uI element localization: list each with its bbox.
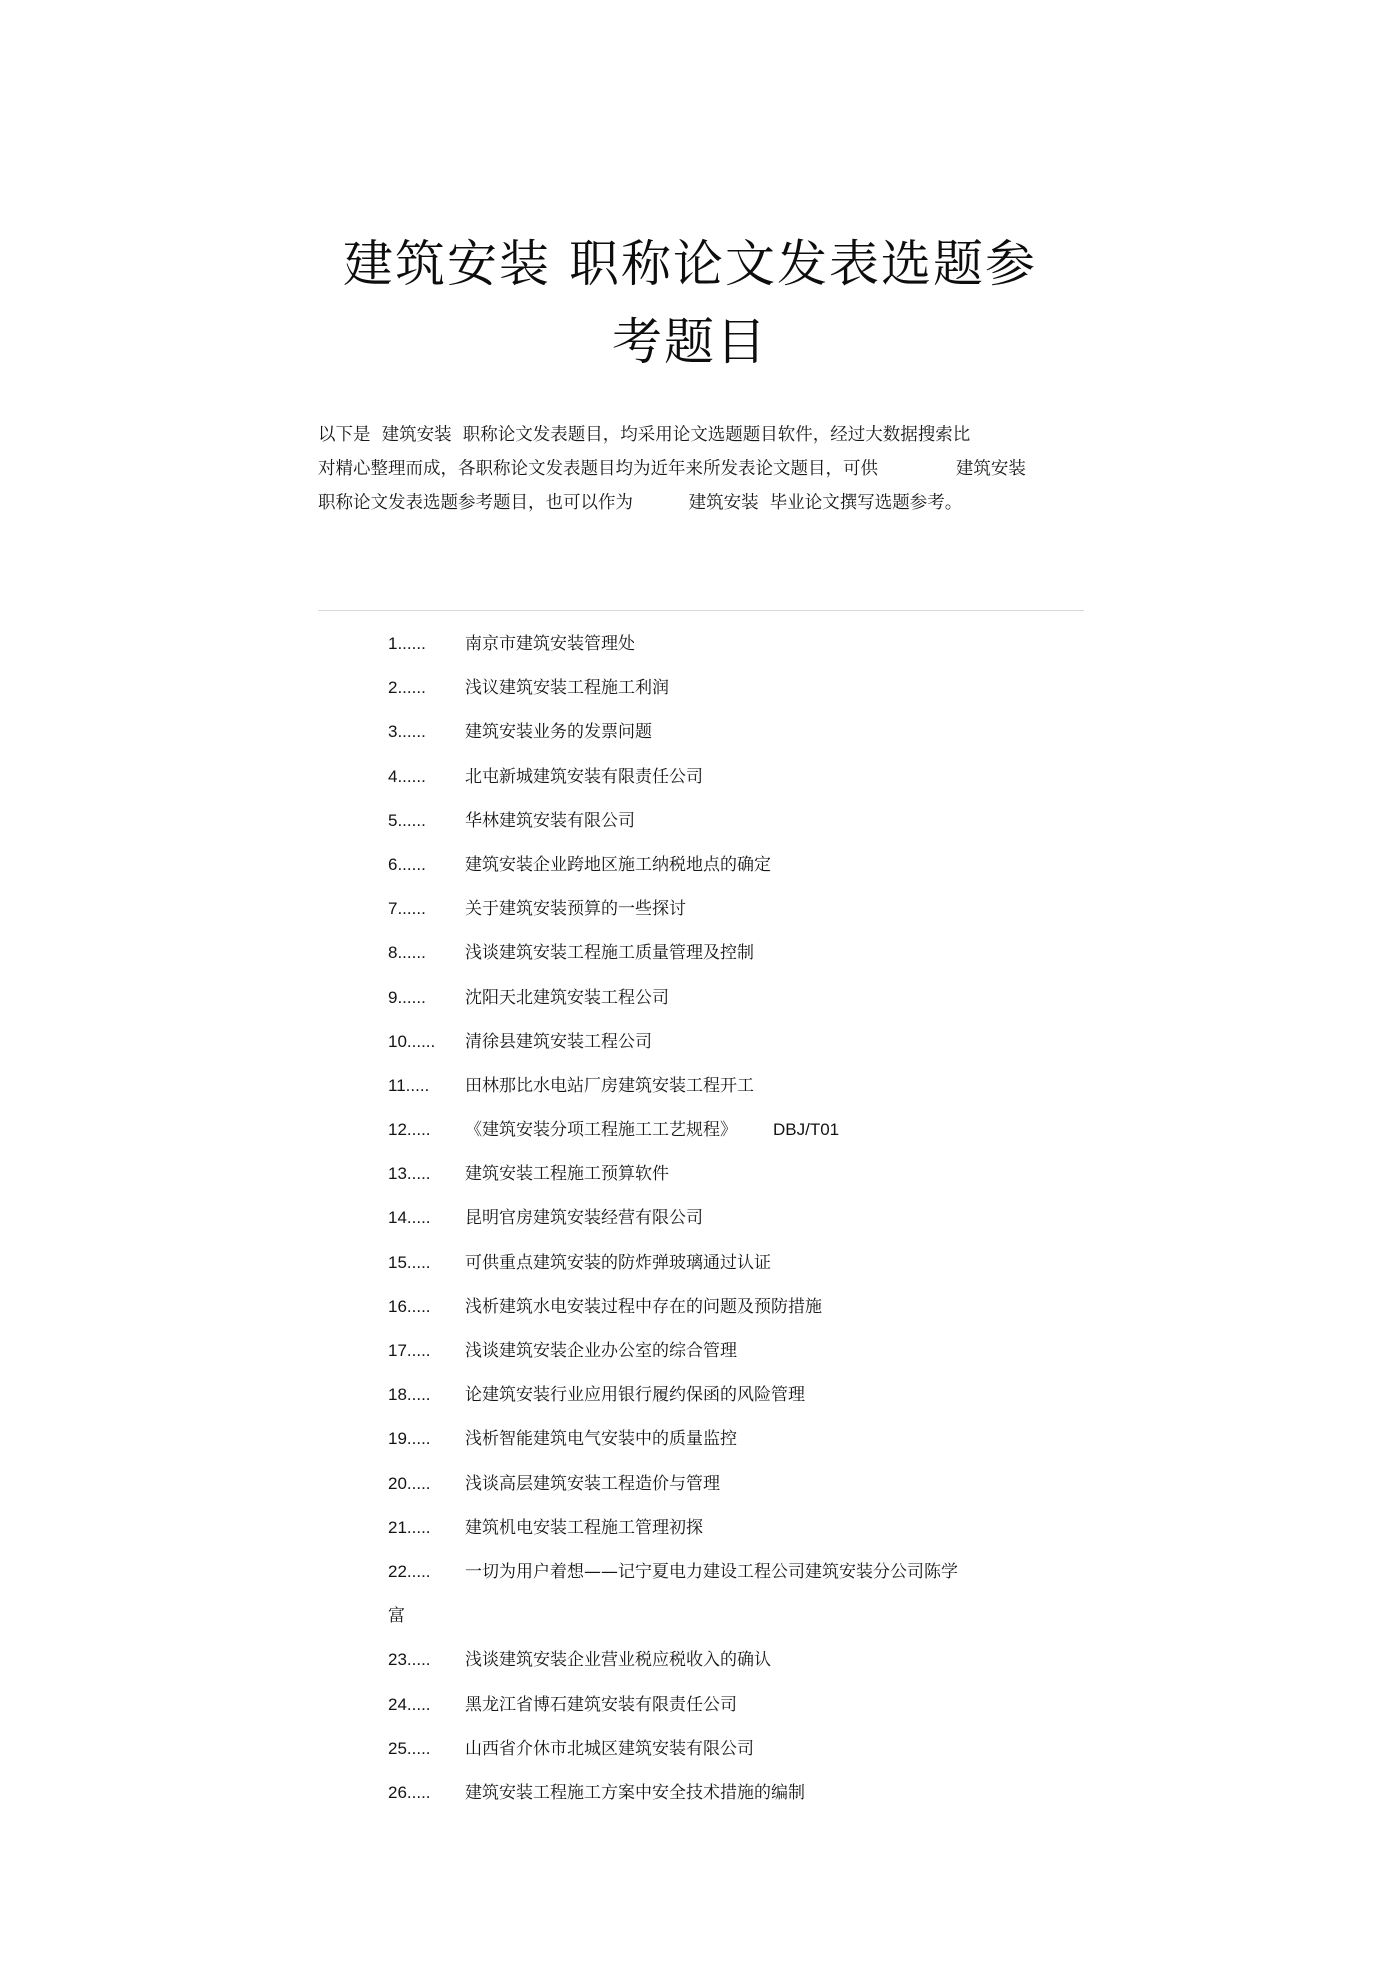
item-title: 论建筑安装行业应用银行履约保函的风险管理 — [465, 1385, 805, 1406]
list-item — [388, 1643, 1128, 1687]
list-item — [388, 1113, 1128, 1157]
item-title: 昆明官房建筑安装经营有限公司 — [465, 1208, 703, 1229]
intro-paragraph — [318, 418, 1088, 520]
item-number: 21..... — [388, 1517, 431, 1537]
item-number: 22..... — [388, 1561, 431, 1581]
list-item — [388, 1688, 1128, 1732]
list-item — [388, 1157, 1128, 1201]
item-title: 建筑机电安装工程施工管理初探 — [465, 1517, 703, 1538]
title-line-2: 考题目 — [612, 313, 768, 371]
item-title: 北屯新城建筑安装有限责任公司 — [465, 766, 703, 787]
item-number: 16..... — [388, 1296, 431, 1316]
item-title: 清徐县建筑安装工程公司 — [465, 1031, 652, 1052]
list-item — [388, 848, 1128, 892]
item-title: 沈阳天北建筑安装工程公司 — [465, 987, 669, 1008]
list-item — [388, 1378, 1128, 1422]
item-number: 18..... — [388, 1385, 431, 1405]
item-title: 可供重点建筑安装的防炸弹玻璃通过认证 — [465, 1252, 771, 1273]
intro-line: 对精心整理而成，各职称论文发表题目均为近年来所发表论文题目，可供 建筑安装 — [318, 459, 1026, 479]
list-item — [388, 627, 1128, 671]
item-number: 9...... — [388, 987, 426, 1007]
item-title: 建筑安装工程施工预算软件 — [465, 1164, 669, 1185]
item-number: 11..... — [388, 1075, 430, 1095]
intro-line: 职称论文发表选题参考题目，也可以作为 建筑安装 毕业论文撰写选题参考。 — [318, 493, 963, 513]
item-number: 2...... — [388, 678, 426, 698]
item-title: 浅析建筑水电安装过程中存在的问题及预防措施 — [465, 1296, 822, 1317]
item-number: 19..... — [388, 1429, 431, 1449]
item-number: 4...... — [388, 766, 426, 786]
item-title: 浅谈高层建筑安装工程造价与管理 — [465, 1473, 720, 1494]
list-item — [388, 715, 1128, 759]
item-title: 田林那比水电站厂房建筑安装工程开工 — [465, 1075, 754, 1096]
item-title: 浅谈建筑安装工程施工质量管理及控制 — [465, 943, 754, 964]
item-number: 24..... — [388, 1694, 431, 1714]
item-title — [465, 1113, 1128, 1157]
list-item — [388, 1025, 1128, 1069]
item-code: DBJ/T01 — [773, 1120, 840, 1140]
item-title: 浅谈建筑安装企业办公室的综合管理 — [465, 1341, 737, 1361]
item-number: 13..... — [388, 1164, 431, 1184]
list-item — [388, 892, 1128, 936]
list-item — [388, 1555, 1128, 1599]
item-title: 华林建筑安装有限公司 — [465, 810, 635, 831]
list-item — [388, 1467, 1128, 1511]
item-number: 5...... — [388, 810, 426, 830]
item-title: 浅谈建筑安装企业营业税应税收入的确认 — [465, 1650, 771, 1671]
item-title: 黑龙江省博石建筑安装有限责任公司 — [465, 1694, 737, 1715]
item-title-text: 《建筑安装分项工程施工工艺规程》 — [465, 1120, 737, 1141]
item-number: 17..... — [388, 1341, 431, 1360]
list-item — [388, 1732, 1128, 1776]
item-number: 6...... — [388, 854, 426, 874]
list-item — [388, 1599, 1128, 1643]
item-title: 建筑安装企业跨地区施工纳税地点的确定 — [465, 854, 771, 875]
list-item — [388, 981, 1128, 1025]
list-item — [388, 1334, 1128, 1378]
title-line-1: 建筑安装 职称论文发表选题参 — [343, 235, 1037, 293]
item-number: 15..... — [388, 1252, 431, 1272]
list-item — [388, 671, 1128, 715]
item-title: 浅议建筑安装工程施工利润 — [465, 678, 669, 699]
item-number: 20..... — [388, 1473, 431, 1493]
list-item — [388, 1201, 1128, 1245]
item-number: 8...... — [388, 943, 426, 963]
item-number: 14..... — [388, 1208, 431, 1228]
list-item — [388, 1422, 1128, 1466]
item-title: 富 — [388, 1606, 405, 1627]
item-title: 南京市建筑安装管理处 — [465, 634, 635, 654]
item-number: 26..... — [388, 1782, 431, 1802]
list-item — [388, 1511, 1128, 1555]
item-number: 3...... — [388, 722, 426, 742]
list-item — [388, 804, 1128, 848]
list-item — [388, 1069, 1128, 1113]
item-number: 7...... — [388, 899, 426, 919]
item-title: 建筑安装工程施工方案中安全技术措施的编制 — [465, 1782, 805, 1803]
intro-line: 以下是 建筑安装 职称论文发表题目，均采用论文选题题目软件，经过大数据搜索比 — [318, 425, 971, 445]
item-title: 一切为用户着想——记宁夏电力建设工程公司建筑安装分公司陈学 — [465, 1561, 958, 1582]
item-number: 12..... — [388, 1120, 431, 1140]
item-number: 23..... — [388, 1650, 431, 1670]
topic-list — [388, 627, 1128, 1820]
divider — [318, 610, 1084, 611]
item-number: 25..... — [388, 1738, 431, 1758]
item-number: 1...... — [388, 634, 426, 653]
list-item — [388, 936, 1128, 980]
list-item — [388, 1776, 1128, 1820]
item-title: 建筑安装业务的发票问题 — [465, 722, 652, 743]
item-title: 浅析智能建筑电气安装中的质量监控 — [465, 1429, 737, 1450]
list-item — [388, 760, 1128, 804]
item-title: 关于建筑安装预算的一些探讨 — [465, 899, 686, 920]
list-item — [388, 1246, 1128, 1290]
item-number: 10...... — [388, 1031, 436, 1051]
item-title: 山西省介休市北城区建筑安装有限公司 — [465, 1738, 754, 1759]
list-item — [388, 1290, 1128, 1334]
page-title — [300, 225, 1080, 381]
